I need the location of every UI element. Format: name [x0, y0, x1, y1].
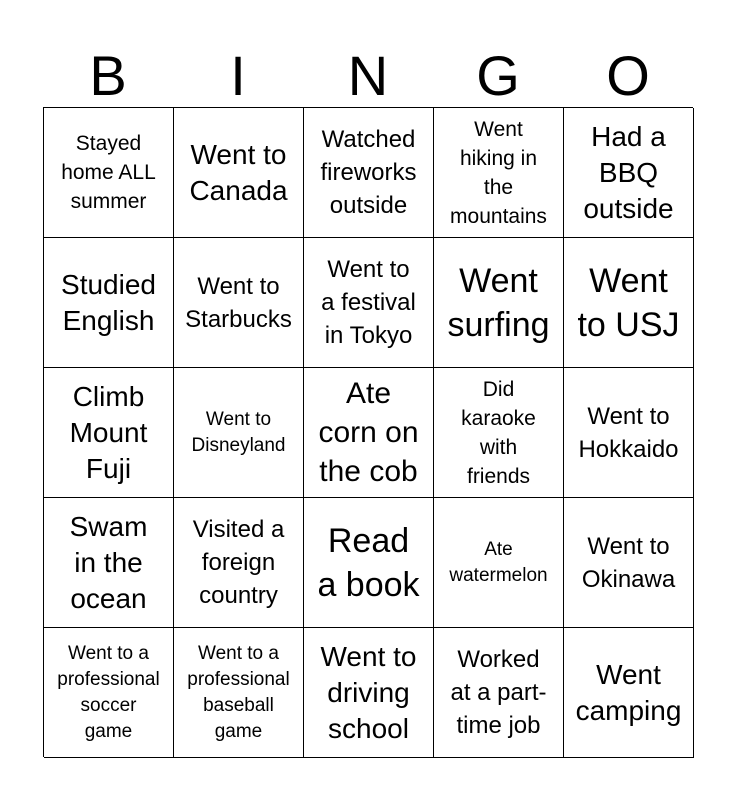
cell-label: Went to a festival in Tokyo: [321, 256, 416, 349]
bingo-cell[interactable]: [174, 628, 304, 758]
bingo-cell[interactable]: [564, 238, 694, 368]
cell-label: Did karaoke with friends: [461, 377, 536, 488]
cell-label: Went to Hokkaido: [578, 402, 679, 463]
bingo-cell[interactable]: [434, 238, 564, 368]
bingo-cell[interactable]: [564, 628, 694, 758]
bingo-cell[interactable]: [174, 498, 304, 628]
cell-label: Went hiking in the mountains: [450, 117, 547, 228]
cell-label: Went to a professional soccer game: [57, 642, 160, 742]
header-letter-o: O: [606, 44, 650, 107]
bingo-cell[interactable]: [174, 108, 304, 238]
bingo-cell[interactable]: [174, 238, 304, 368]
bingo-cell[interactable]: [44, 238, 174, 368]
cell-label: Ate watermelon: [449, 538, 548, 586]
cell-label: Had a BBQ outside: [583, 120, 674, 224]
cell-label: Read a book: [317, 521, 420, 604]
cell-label: Visited a foreign country: [192, 516, 285, 609]
cell-label: Went to USJ: [577, 261, 680, 344]
bingo-cell[interactable]: [564, 108, 694, 238]
cell-label: Climb Mount Fuji: [69, 380, 148, 484]
cell-label: Stayed home ALL summer: [61, 132, 156, 213]
cell-label: Studied English: [61, 268, 156, 336]
header-letter-n: N: [347, 44, 389, 107]
bingo-cell[interactable]: [434, 108, 564, 238]
cell-label: Went to Okinawa: [581, 532, 676, 593]
bingo-cell[interactable]: [174, 368, 304, 498]
cell-label: Went to a professional baseball game: [187, 642, 290, 742]
bingo-cell[interactable]: [44, 628, 174, 758]
bingo-cell[interactable]: [564, 498, 694, 628]
bingo-cell[interactable]: [44, 498, 174, 628]
cell-label: Ate corn on the cob: [318, 377, 419, 488]
bingo-cell[interactable]: [304, 628, 434, 758]
bingo-cell[interactable]: [44, 108, 174, 238]
bingo-cell[interactable]: [434, 628, 564, 758]
bingo-cell[interactable]: [434, 368, 564, 498]
cell-label: Went to Canada: [189, 138, 288, 206]
bingo-header: [43, 44, 693, 108]
cell-label: Went surfing: [447, 261, 550, 344]
bingo-cell[interactable]: [304, 368, 434, 498]
cell-label: Went to Starbucks: [185, 272, 292, 333]
cell-label: Worked at a part- time job: [450, 646, 547, 739]
cell-label: Went to Disneyland: [191, 408, 286, 456]
header-letter-g: G: [476, 44, 520, 107]
cell-label: Went to driving school: [320, 640, 417, 744]
cell-label: Went camping: [575, 658, 682, 726]
cell-label: Swam in the ocean: [69, 510, 148, 614]
bingo-cell[interactable]: [564, 368, 694, 498]
header-letter-i: I: [230, 44, 246, 107]
bingo-cell[interactable]: [44, 368, 174, 498]
cell-label: Watched fireworks outside: [320, 126, 417, 219]
bingo-cell[interactable]: [304, 498, 434, 628]
bingo-board: [43, 107, 693, 757]
bingo-cell[interactable]: [434, 498, 564, 628]
bingo-cell[interactable]: [304, 108, 434, 238]
header-letter-b: B: [89, 44, 127, 107]
bingo-cell[interactable]: [304, 238, 434, 368]
